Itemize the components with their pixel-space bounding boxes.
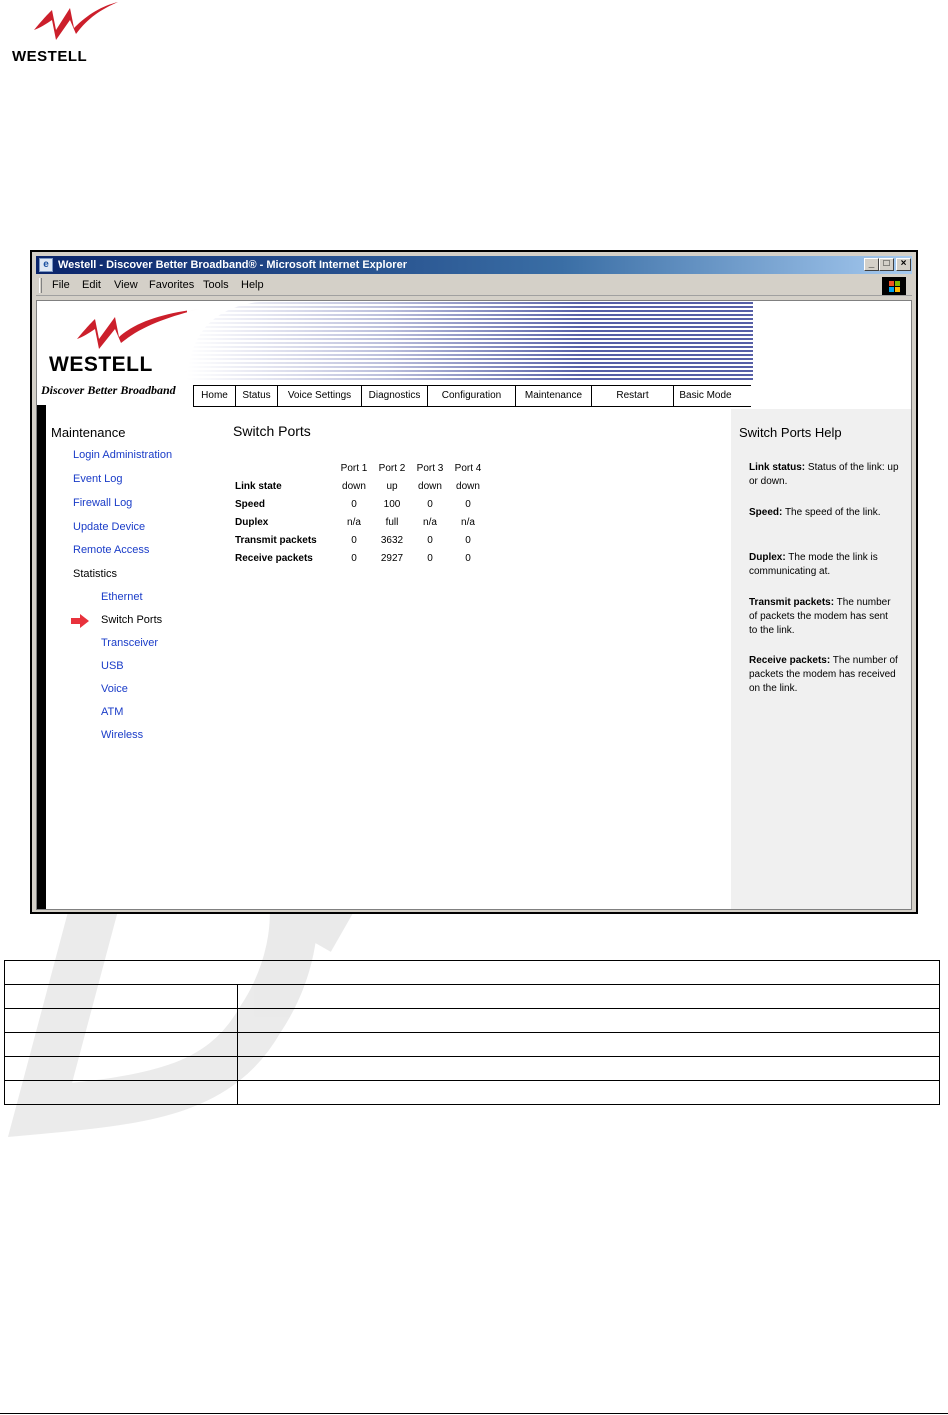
table-cell: 0: [465, 498, 471, 510]
column-header: Port 2: [378, 462, 406, 474]
table-header-row: [235, 459, 487, 477]
sidebar-ethernet[interactable]: Ethernet: [101, 591, 143, 603]
menu-view[interactable]: View: [114, 279, 138, 291]
help-term: Link status:: [749, 462, 806, 473]
row-label: Speed: [235, 498, 266, 510]
column-header: Port 3: [416, 462, 444, 474]
sidebar-title: Maintenance: [51, 425, 126, 440]
table-header-cell: [5, 961, 940, 985]
table-cell: 0: [465, 534, 471, 546]
title-bar: [36, 256, 912, 274]
westell-swoosh-icon: [73, 307, 203, 353]
sidebar-atm[interactable]: ATM: [101, 706, 124, 718]
row-label: Link state: [235, 480, 282, 492]
table-cell: n/a: [347, 516, 361, 528]
row-label: Receive packets: [235, 552, 313, 564]
browser-viewport: [36, 300, 912, 910]
sidebar-firewall-log[interactable]: Firewall Log: [73, 497, 133, 509]
sidebar-usb[interactable]: USB: [101, 660, 124, 672]
help-item-receive-packets: [749, 654, 899, 696]
sidebar-statistics: Statistics: [73, 568, 118, 580]
help-term: Speed:: [749, 507, 783, 518]
table-cell: 2927: [380, 552, 404, 564]
window-title: Westell - Discover Better Broadband® - Microsoft Internet Explorer: [58, 259, 407, 271]
sidebar-remote-access[interactable]: Remote Access: [73, 544, 150, 556]
browser-window: [30, 250, 918, 914]
table-cell: down: [456, 480, 480, 492]
tagline: Discover Better Broadband: [41, 383, 176, 397]
menu-help[interactable]: Help: [241, 279, 264, 291]
table-cell: 0: [427, 552, 433, 564]
page-logo: [8, 0, 118, 66]
help-item-duplex: [749, 551, 899, 579]
sidebar-transceiver[interactable]: Transceiver: [101, 637, 159, 649]
router-logo-text: WESTELL: [49, 353, 153, 376]
table-cell: [5, 1033, 238, 1057]
table-cell: 100: [383, 498, 401, 510]
help-text: The speed of the link.: [782, 507, 881, 518]
table-cell: [238, 1057, 940, 1081]
nav-voice-settings[interactable]: Voice Settings: [277, 386, 361, 406]
table-cell: 3632: [380, 534, 404, 546]
top-nav: [193, 385, 751, 407]
table-cell: 0: [351, 498, 357, 510]
table-cell: [5, 985, 238, 1009]
column-header: Port 4: [454, 462, 482, 474]
table-cell: up: [386, 480, 398, 492]
menu-bar: [36, 276, 912, 296]
table-cell: [238, 1009, 940, 1033]
help-text: Status of the link: up or down.: [749, 462, 899, 487]
table-cell: [5, 1081, 238, 1105]
table-row: [235, 531, 487, 549]
table-cell: down: [342, 480, 366, 492]
page-footer-rule: [0, 1413, 948, 1414]
row-label: Duplex: [235, 516, 269, 528]
help-item-transmit-packets: [749, 596, 899, 638]
header-swoosh-graphic: [187, 301, 753, 387]
table-row: [5, 985, 940, 1009]
menu-edit[interactable]: Edit: [82, 279, 101, 291]
help-text: The mode the link is communicating at.: [749, 552, 878, 577]
nav-configuration[interactable]: Configuration: [427, 386, 515, 406]
help-text: The number of packets the modem has sent to the link.: [749, 597, 891, 636]
table-row: [5, 961, 940, 985]
table-row: [5, 1033, 940, 1057]
table-cell: [238, 985, 940, 1009]
help-term: Duplex:: [749, 552, 786, 563]
table-cell: n/a: [423, 516, 437, 528]
help-term: Receive packets:: [749, 655, 831, 666]
table-cell: [238, 1081, 940, 1105]
nav-home[interactable]: Home: [193, 386, 235, 406]
table-row: [5, 1081, 940, 1105]
page-title: Switch Ports: [233, 423, 311, 439]
maximize-button[interactable]: □: [879, 258, 894, 271]
nav-maintenance[interactable]: Maintenance: [515, 386, 591, 406]
router-logo: [43, 307, 183, 377]
close-button[interactable]: ×: [896, 258, 911, 271]
switch-ports-table: [235, 459, 487, 567]
minimize-button[interactable]: _: [864, 258, 879, 271]
toolbar-grip: [39, 278, 42, 293]
table-cell: n/a: [461, 516, 475, 528]
table-cell: 0: [427, 498, 433, 510]
sidebar-wireless[interactable]: Wireless: [101, 729, 144, 741]
table-row: [235, 477, 487, 495]
help-text: The number of packets the modem has received on the link.: [749, 655, 898, 694]
help-item-link-status: [749, 461, 899, 489]
help-term: Transmit packets:: [749, 597, 835, 608]
current-page-arrow-icon: [71, 614, 89, 628]
table-cell: 0: [465, 552, 471, 564]
table-row: [5, 1057, 940, 1081]
page-logo-text: WESTELL: [12, 48, 88, 65]
westell-logo-icon: [30, 0, 120, 50]
table-row: [5, 1009, 940, 1033]
table-cell: [5, 1009, 238, 1033]
table-cell: down: [418, 480, 442, 492]
help-title: Switch Ports Help: [739, 425, 842, 440]
sidebar-switch-ports[interactable]: Switch Ports: [101, 614, 163, 626]
table-cell: 0: [351, 534, 357, 546]
nav-diagnostics[interactable]: Diagnostics: [361, 386, 427, 406]
table-cell: full: [385, 516, 399, 528]
nav-restart[interactable]: Restart: [591, 386, 673, 406]
menu-favorites[interactable]: Favorites: [149, 279, 195, 291]
help-item-speed: [749, 506, 899, 520]
table-cell: [5, 1057, 238, 1081]
nav-basic-mode[interactable]: Basic Mode: [673, 386, 737, 406]
document-table: [4, 960, 940, 1105]
sidebar-login-administration[interactable]: Login Administration: [73, 449, 173, 461]
table-row: [235, 549, 487, 567]
windows-logo-icon: [882, 277, 906, 295]
table-row: [235, 513, 487, 531]
table-row: [235, 495, 487, 513]
nav-status[interactable]: Status: [235, 386, 277, 406]
left-black-bar: [37, 405, 46, 909]
sidebar-voice[interactable]: Voice: [101, 683, 128, 695]
column-header: Port 1: [340, 462, 368, 474]
table-cell: 0: [427, 534, 433, 546]
table-corner: [235, 459, 335, 477]
row-label: Transmit packets: [235, 534, 317, 546]
ie-icon: e: [39, 258, 53, 272]
menu-tools[interactable]: Tools: [203, 279, 229, 291]
sidebar-update-device[interactable]: Update Device: [73, 521, 146, 533]
menu-file[interactable]: File: [52, 279, 70, 291]
sidebar-event-log[interactable]: Event Log: [73, 473, 123, 485]
table-cell: 0: [351, 552, 357, 564]
table-cell: [238, 1033, 940, 1057]
help-panel: [731, 409, 911, 909]
